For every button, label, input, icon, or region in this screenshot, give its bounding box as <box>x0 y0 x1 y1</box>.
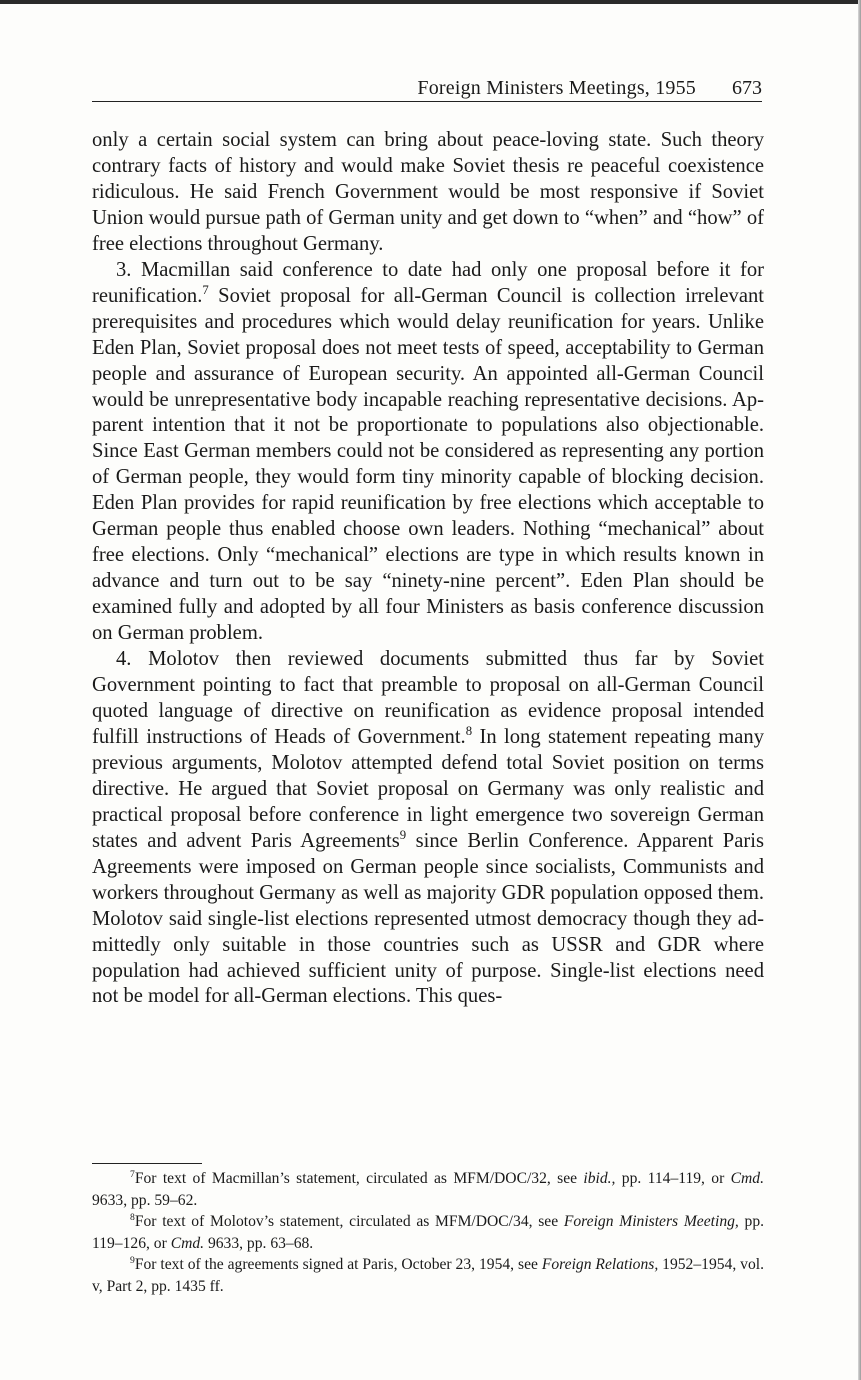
footnote-ref-7: 7 <box>202 282 209 297</box>
footnote-text: Foreign Ministers Meeting, <box>563 1213 739 1230</box>
footnotes <box>92 1168 764 1297</box>
footnote-text: Cmd. <box>730 1170 764 1187</box>
page-number: 673 <box>732 77 762 99</box>
footnote-text: Foreign Relations, <box>541 1256 659 1273</box>
paragraph-1 <box>92 128 764 258</box>
page-top-edge <box>0 0 861 4</box>
footnote-text: pp. 114–119, or <box>615 1170 731 1187</box>
footnote-number: 8 <box>130 1211 135 1223</box>
footnote-rule <box>92 1163 202 1164</box>
footnote-ref-8: 8 <box>465 724 473 739</box>
footnote-text: Cmd. <box>170 1234 205 1252</box>
footnote-9 <box>92 1254 764 1297</box>
footnote-7 <box>92 1168 764 1211</box>
paragraph-molotov-text-b: In long statement repeating many previous arguments, Molotov attempted defend total Soviet position on terms directive. He argued that Soviet proposal on Germany was only realistic and practical proposal before conference in light emergence two sovereign German states and advent Paris Agreements <box>92 725 765 852</box>
paragraph-molotov-text-a: 4. Molotov then reviewed documents submitted thus far by Soviet Government pointing to fact that preamble to proposal on all-German Council quoted language of directive on reunification as evidence proposal intended fulfill instructions of Heads of Government. <box>92 648 764 748</box>
paragraph-1-text: only a certain social system can bring about peace-loving state. Such theory contrary facts of history and would make Soviet thesis re peaceful coexistence ridiculous. He said French Government would be most responsive if Soviet Union would pursue path of German unity and get down to “when” and “how” of free elections throughout Germany. <box>92 129 764 255</box>
footnote-text: 9633, pp. 59–62. <box>92 1191 198 1209</box>
paragraph-macmillan-text-a: 3. Macmillan said conference to date had only one proposal before it for reunification. <box>92 258 764 307</box>
paragraph-macmillan <box>92 258 764 647</box>
footnote-text: For text of Macmillan’s statement, circulated as MFM/DOC/32, see <box>134 1170 584 1187</box>
footnote-8 <box>92 1211 764 1254</box>
footnote-number: 7 <box>130 1168 135 1180</box>
page-header <box>92 75 762 102</box>
footnote-ref-9: 9 <box>399 827 407 842</box>
paragraph-molotov <box>92 647 764 1010</box>
paragraph-macmillan-text-b: Soviet proposal for all-German Council is collection irrelevant prerequisites and procedures which would delay reunification for years. Unlike Eden Plan, Soviet proposal does not meet tests of speed, acceptability to German people and assurance of European security. An appointed all-German Council would be unrepresentative body incapable reaching representative decisions. Apparent intention that it not be proportionate to populations also objectionable. Since East German members could not be considered as representing any portion of German people, they would form tiny minority capable of blocking decision. Eden Plan provides for rapid reunification by free elections which acceptable to German people thus enabled choose own leaders. Nothing “mechanical” about free elections. Only “mechanical” elections are type in which results known in advance and turn out to be say “ninety-nine percent”. Eden Plan should be examined fully and adopted by all four Ministers as basis conference discussion on German problem. <box>92 284 764 645</box>
footnote-text: For text of the agreements signed at Paris, October 23, 1954, see <box>134 1256 542 1273</box>
footnote-text: 9633, pp. 63–68. <box>204 1234 314 1252</box>
footnote-text: For text of Molotov’s statement, circulated as MFM/DOC/34, see <box>134 1213 564 1230</box>
body-text <box>92 128 764 1010</box>
footnote-text: pp. 119–126, or <box>92 1213 765 1252</box>
footnote-text: 1952–1954, vol. v, Part 2, pp. 1435 ff. <box>92 1256 764 1295</box>
running-title: Foreign Ministers Meetings, 1955 <box>417 77 696 99</box>
footnote-number: 9 <box>130 1254 135 1266</box>
footnote-text: ibid., <box>583 1170 616 1187</box>
paragraph-molotov-text-c: since Berlin Conference. Apparent Paris Agreements were imposed on German people since socialists, Communists and workers throughout Germany as well as majority GDR population opposed them. Molotov said single-list elections represented utmost democracy though they admittedly only suitable in those countries such as USSR and GDR where population had achieved sufficient unity of purpose. Single-list elections need not be model for all-German elections. This ques- <box>92 829 764 1008</box>
